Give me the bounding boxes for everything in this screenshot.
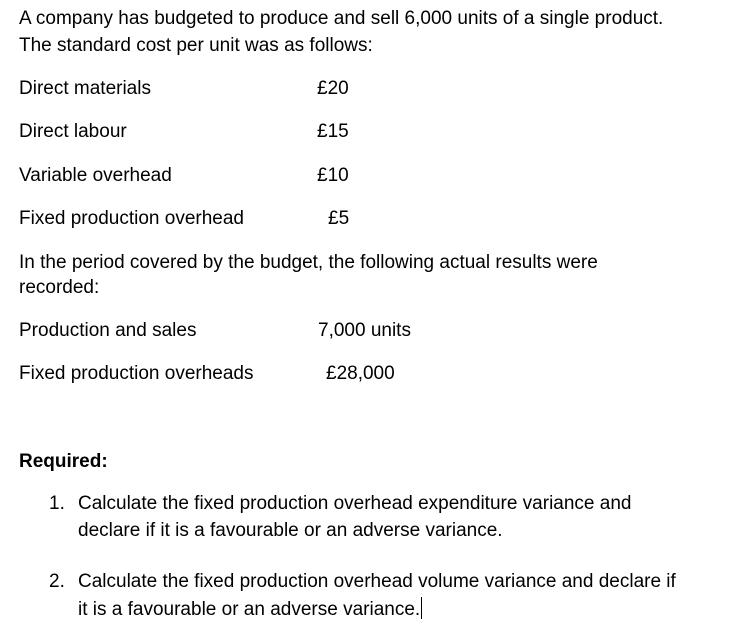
cost-label-fixed-production-overhead: Fixed production overhead — [19, 208, 244, 229]
cost-label-direct-labour: Direct labour — [19, 121, 127, 142]
cost-label-direct-materials: Direct materials — [19, 78, 151, 99]
required-item-2-line-2: it is a favourable or an adverse variance. — [78, 599, 421, 620]
actual-label-fixed-production-overheads: Fixed production overheads — [19, 363, 254, 384]
required-item-1-line-2: declare if it is a favourable or an adverse variance. — [78, 520, 503, 541]
required-item-2-line-2-wrapper[interactable] — [78, 596, 422, 623]
actual-value-fixed-production-overheads: £28,000 — [326, 363, 395, 384]
cost-value-direct-labour: £15 — [317, 121, 349, 142]
text-cursor — [421, 597, 422, 619]
required-item-1-number: 1. — [49, 493, 65, 514]
actual-intro-line-1: In the period covered by the budget, the following actual results were — [19, 252, 598, 273]
required-item-2-line-1: Calculate the fixed production overhead volume variance and declare if — [78, 571, 676, 592]
required-item-1-line-1: Calculate the fixed production overhead expenditure variance and — [78, 493, 632, 514]
cost-value-variable-overhead: £10 — [317, 165, 349, 186]
actual-intro-line-2: recorded: — [19, 277, 100, 298]
required-item-2-number: 2. — [49, 571, 65, 592]
cost-value-fixed-production-overhead: £5 — [328, 208, 350, 229]
intro-line-2: The standard cost per unit was as follows: — [19, 35, 373, 56]
cost-label-variable-overhead: Variable overhead — [19, 165, 172, 186]
actual-value-production-and-sales: 7,000 units — [318, 320, 411, 341]
actual-label-production-and-sales: Production and sales — [19, 320, 197, 341]
cost-value-direct-materials: £20 — [317, 78, 349, 99]
intro-line-1: A company has budgeted to produce and sell 6,000 units of a single product. — [19, 8, 664, 29]
required-heading: Required: — [19, 451, 108, 472]
